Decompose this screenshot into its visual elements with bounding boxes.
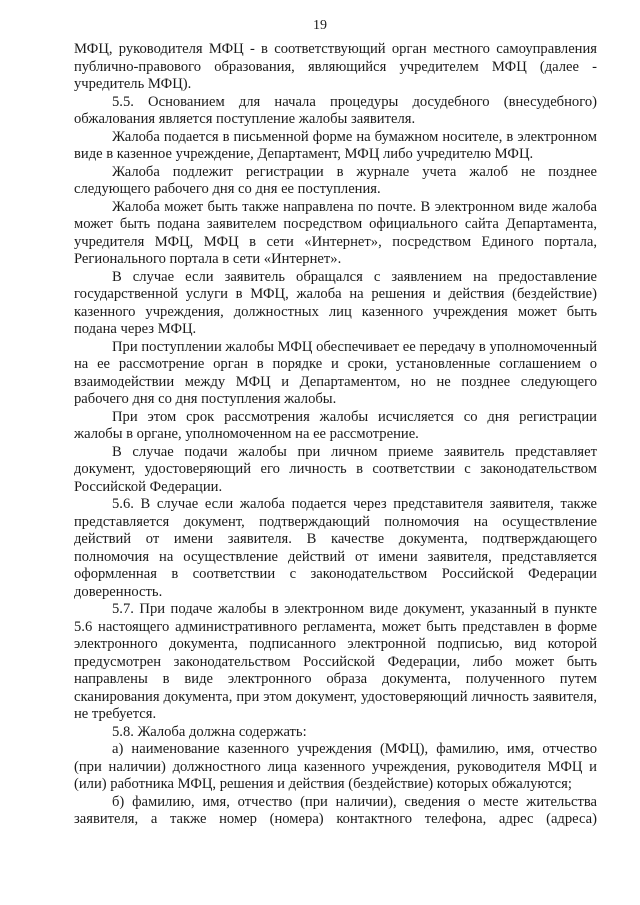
paragraph-mfc-submission: В случае если заявитель обращался с заявлением на предоставление государственной услуги в МФЦ, жалоба на решения и действия (бездействие) казенного учреждения, должностных лиц казенного учреждения может быть подана через МФЦ. [74,268,597,337]
paragraph-item-a: а) наименование казенного учреждения (МФЦ), фамилию, имя, отчество (при наличии) должностного лица казенного учреждения, руководителя МФЦ и (или) работника МФЦ, решения и действия (бездействие) которых обжалуются; [74,741,597,792]
paragraph-personal-reception: В случае подачи жалобы при личном приеме заявитель представляет документ, удостоверяющий его личность в соответствии с законодательством Российской Федерации. [74,443,597,495]
paragraph-5-5: 5.5. Основанием для начала процедуры досудебного (внесудебного) обжалования является поступление жалобы заявителя. [74,93,597,127]
paragraph-item-b: б) фамилию, имя, отчество (при наличии), сведения о месте жительства заявителя, а также номер (номера) контактного телефона, адрес (адреса) [74,793,597,827]
paragraph-complaint-form: Жалоба подается в письменной форме на бумажном носителе, в электронном виде в казенное учреждение, Департамент, МФЦ либо учредителю МФЦ. [74,128,597,162]
paragraph-mail-electronic: Жалоба может быть также направлена по почте. В электронном виде жалоба может быть подана заявителем посредством официального сайта Департамента, учредителя МФЦ, МФЦ в сети «Интернет», посредством Единого портала, Регионального портала в сети «Интернет». [74,198,597,267]
paragraph-registration: Жалоба подлежит регистрации в журнале учета жалоб не позднее следующего рабочего дня со дня ее поступления. [74,163,597,197]
paragraph-continuation: МФЦ, руководителя МФЦ - в соответствующий орган местного самоуправления публично-правового образования, являющийся учредителем МФЦ (далее - учредитель МФЦ). [74,41,597,92]
document-body [74,41,597,829]
page-number: 19 [313,18,327,33]
paragraph-5-7: 5.7. При подаче жалобы в электронном виде документ, указанный в пункте 5.6 настоящего административного регламента, может быть представлен в форме электронного документа, подписанного электронной подписью, вид которой предусмотрен законодательством Российской Федерации, либо может быть направлены в виде электронного образа документа, полученного путем сканирования документа, при этом документ, удостоверяющий личность заявителя, не требуется. [74,601,597,722]
paragraph-5-8: 5.8. Жалоба должна содержать: [112,723,307,740]
paragraph-5-6: 5.6. В случае если жалоба подается через представителя заявителя, также представляется документ, подтверждающий полномочия на осуществление действий от имени заявителя. В качестве документа, подтверждающего полномочия на осуществление действий от имени заявителя, представляется оформленная в соответствии с законодательством Российской Федерации доверенность. [74,496,597,600]
paragraph-mfc-transfer: При поступлении жалобы МФЦ обеспечивает ее передачу в уполномоченный на ее рассмотрение орган в порядке и сроки, установленные соглашением о взаимодействии между МФЦ и Департаментом, но не позднее следующего рабочего дня со дня поступления жалобы. [74,338,597,407]
paragraph-review-term: При этом срок рассмотрения жалобы исчисляется со дня регистрации жалобы в органе, уполномоченном на ее рассмотрение. [74,408,597,442]
